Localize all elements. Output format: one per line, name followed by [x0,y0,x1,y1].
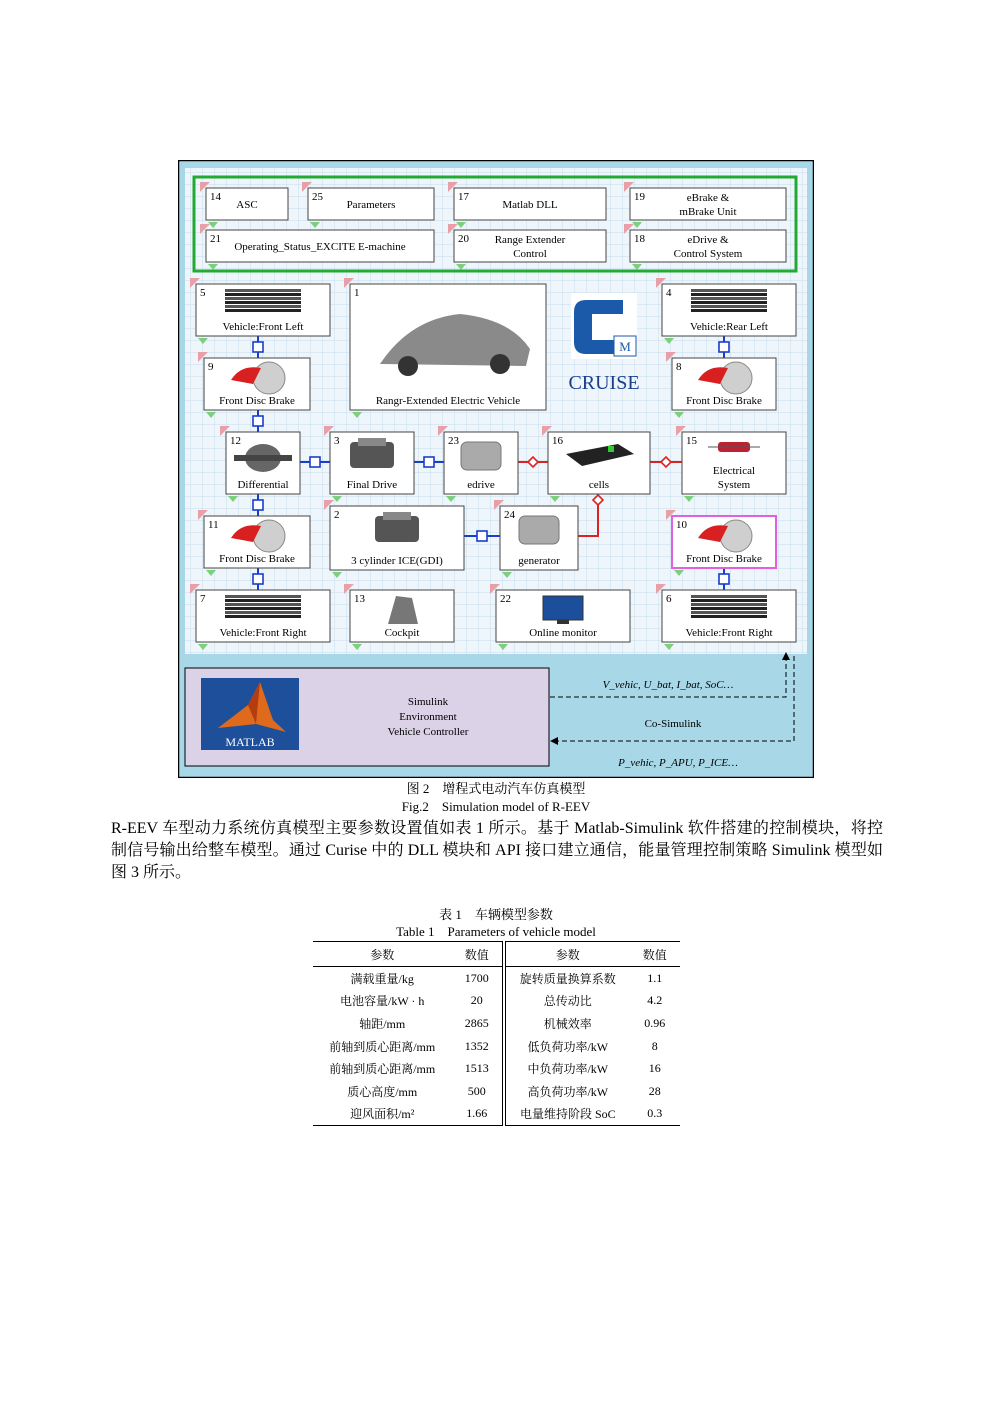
module-number: 12 [230,435,241,447]
module-9[interactable] [198,352,310,418]
value-cell: 1.1 [647,970,663,985]
param-cell: 电池容量/kW · h [339,994,425,1009]
module-label: Rangr-Extended Electric Vehicle [375,395,521,407]
module-label: eBrake & [686,192,730,204]
table-row [313,1080,680,1103]
module-number: 6 [666,593,672,605]
svg-text:M: M [619,339,631,354]
module-number: 4 [666,287,672,299]
value-cell: 16 [648,1061,661,1076]
table-row [313,967,680,990]
module-11[interactable] [198,510,310,576]
module-13[interactable] [344,584,454,650]
port-square [719,342,729,352]
body-paragraph: R-EEV 车型动力系统仿真模型主要参数设置值如表 1 所示。基于 Matlab-Simulink 软件搭建的控制模块，将控制信号输出给整车模型。通过 Curise 中的 DLL 模块和 API 接口建立通信，能量管理控制策略 Simulink 模型如图 3 所示。 [111,820,883,881]
table-caption-en: Table 1 Parameters of vehicle model [396,924,596,939]
module-23[interactable] [438,426,518,502]
module-number: 7 [200,593,206,605]
cruise-simulink-diagram [178,160,814,778]
table-row [313,1012,680,1035]
port-square [477,531,487,541]
table-header-row [313,942,680,967]
port-square [253,500,263,510]
module-label: Cockpit [384,627,420,639]
header-value-1: 数值 [451,942,504,967]
header-value-2: 数值 [629,942,680,967]
module-number: 17 [458,191,469,203]
port-square [253,342,263,352]
value-cell: 8 [651,1038,658,1053]
value-cell: 4.2 [647,993,663,1008]
module-number: 3 [334,435,340,447]
value-cell: 20 [451,990,504,1013]
param-cell: 中负荷功率/kW [527,1062,609,1077]
module-16[interactable] [542,426,650,502]
module-label: Front Disc Brake [219,553,295,565]
port-square [310,457,320,467]
cruise-logo-text: CRUISE [568,372,640,394]
module-label: Control System [673,248,743,260]
module-number: 24 [504,509,515,521]
module-label: Vehicle:Front Left [222,321,304,333]
param-cell: 机械效率 [543,1016,592,1031]
module-number: 22 [500,593,511,605]
module-number: 9 [208,361,214,373]
module-label: 3 cylinder ICE(GDI) [351,555,443,567]
module-number: 13 [354,593,365,605]
param-cell: 低负荷功率/kW [527,1039,609,1054]
module-label: Operating_Status_EXCITE E-machine [234,241,406,253]
module-label: Front Disc Brake [686,395,762,407]
module-label: generator [518,555,560,567]
module-22[interactable] [490,584,630,650]
module-number: 1 [354,287,360,299]
module-label: Differential [237,479,289,491]
module-number: 15 [686,435,697,447]
module-8[interactable] [666,352,776,418]
param-cell: 旋转质量换算系数 [519,971,616,986]
module-label: System [717,479,751,491]
parameters-table [313,941,680,1126]
value-cell: 0.96 [644,1015,666,1030]
module-label: Electrical [712,465,756,477]
module-label: Range Extender [494,234,566,246]
value-cell: 1700 [451,967,504,990]
value-cell: 1352 [451,1035,504,1058]
value-cell: 500 [451,1080,504,1103]
module-label: Parameters [346,199,396,211]
module-15[interactable] [676,426,786,502]
module-label: edrive [467,479,495,491]
param-cell: 前轴到质心距离/mm [329,1062,436,1077]
matlab-logo-text: MATLAB [225,735,275,749]
module-number: 21 [210,233,221,245]
module-number: 11 [208,519,219,531]
table-caption-cn: 表 1 车辆模型参数 [439,907,553,922]
module-label: cells [588,479,610,491]
table-row [313,1035,680,1058]
module-label: Front Disc Brake [219,395,295,407]
module-7[interactable] [190,584,330,650]
param-cell: 轴距/mm [359,1016,406,1031]
module-6[interactable] [656,584,796,650]
module-10[interactable] [666,510,776,576]
module-number: 10 [676,519,687,531]
module-label: Vehicle:Front Right [219,627,307,639]
module-label: Vehicle:Rear Left [690,321,768,333]
module-label: eDrive & [687,234,729,246]
header-param-2: 参数 [504,942,629,967]
value-cell: 28 [648,1083,661,1098]
module-number: 2 [334,509,340,521]
module-24[interactable] [494,500,578,578]
module-number: 20 [458,233,469,245]
simulink-label-2: Environment [399,711,457,723]
signals-up-label: V_vehic, U_bat, I_bat, SoC… [602,679,734,691]
module-label: mBrake Unit [679,206,737,218]
module-number: 25 [312,191,323,203]
table-row [313,1057,680,1080]
param-cell: 总传动比 [543,994,592,1009]
module-label: Vehicle:Front Right [685,627,773,639]
port-square [253,574,263,584]
module-4[interactable] [656,278,796,344]
matlab-logo [201,678,299,750]
module-1[interactable] [344,278,546,418]
module-5[interactable] [190,278,330,344]
value-cell: 2865 [451,1012,504,1035]
param-cell: 质心高度/mm [347,1084,418,1099]
port-square [719,574,729,584]
header-param-1: 参数 [313,942,451,967]
module-3[interactable] [324,426,414,502]
param-cell: 迎风面积/m² [313,1103,451,1126]
module-label: Online monitor [529,627,597,639]
port-square [424,457,434,467]
module-12[interactable] [220,426,300,502]
module-label: Matlab DLL [502,199,558,211]
signals-down-label: P_vehic, P_APU, P_ICE… [618,757,738,769]
module-label: Front Disc Brake [686,553,762,565]
figure-caption-cn: 图 2 增程式电动汽车仿真模型 [406,781,586,796]
module-number: 18 [634,233,645,245]
simulink-label-1: Simulink [407,696,449,708]
table-row [313,990,680,1013]
cruise-logo [568,293,639,394]
value-cell: 1513 [451,1057,504,1080]
module-label: Control [513,248,547,260]
module-number: 16 [552,435,563,447]
module-number: 19 [634,191,645,203]
module-label: Final Drive [346,479,398,491]
module-label: ASC [236,199,258,211]
simulation-model-figure [178,160,814,778]
port-square [253,416,263,426]
param-cell: 高负荷功率/kW [527,1084,609,1099]
value-cell: 0.3 [629,1103,680,1126]
module-number: 5 [200,287,206,299]
module-number: 8 [676,361,682,373]
simulink-label-3: Vehicle Controller [387,726,469,738]
table-row [313,1103,680,1126]
figure-caption-en: Fig.2 Simulation model of R-EEV [401,799,591,814]
value-cell: 1.66 [451,1103,504,1126]
co-simulink-label: Co-Simulink [644,718,702,730]
module-number: 14 [210,191,221,203]
module-number: 23 [448,435,459,447]
param-cell: 电量维持阶段 SoC [504,1103,629,1126]
module-2[interactable] [324,500,464,578]
param-cell: 前轴到质心距离/mm [329,1039,436,1054]
param-cell: 满载重量/kg [350,971,414,986]
